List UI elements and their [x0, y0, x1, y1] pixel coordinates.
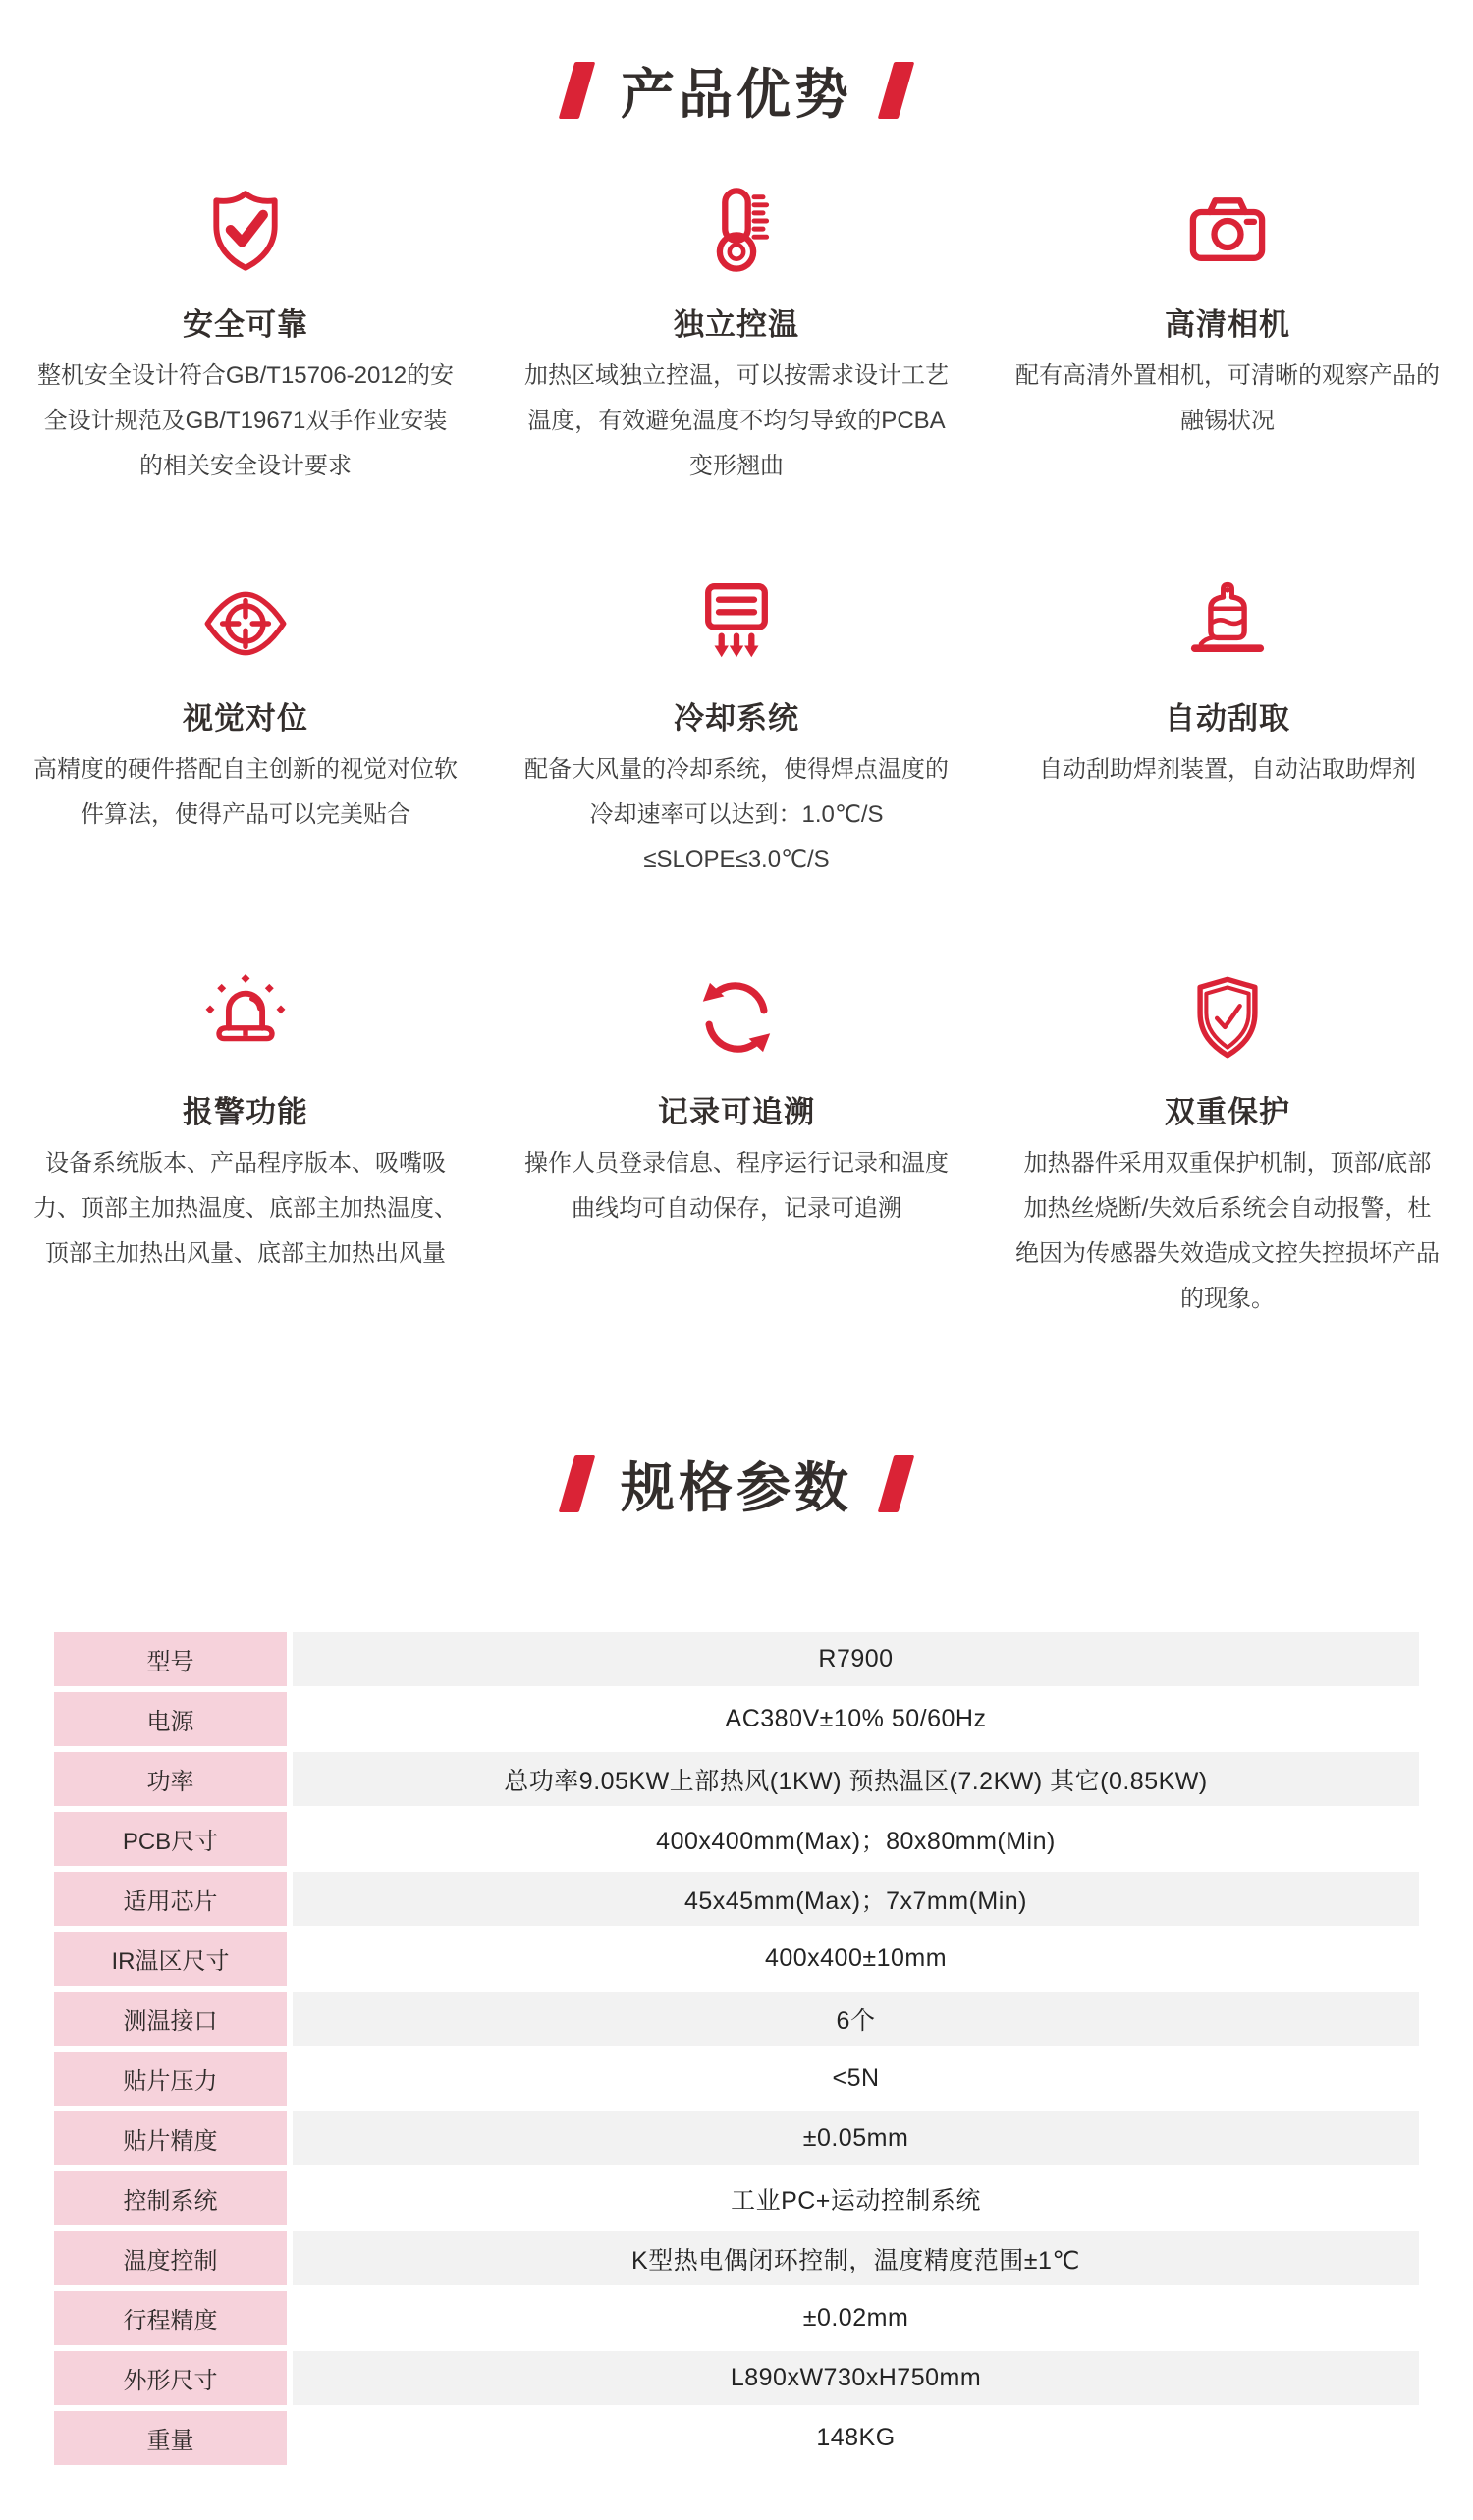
feature-title: 记录可追溯	[658, 1095, 815, 1129]
feature-card-vision	[0, 579, 491, 883]
feature-desc: 配有高清外置相机，可清晰的观察产品的融锡状况	[1015, 362, 1440, 434]
table-row	[54, 1692, 1419, 1746]
sync-arrows-icon	[524, 973, 949, 1064]
advantages-title: 产品优势	[620, 64, 852, 125]
specs-title: 规格参数	[620, 1457, 852, 1518]
spec-value: 45x45mm(Max)；7x7mm(Min)	[293, 1872, 1419, 1926]
table-row	[54, 1632, 1419, 1686]
spec-label: 测温接口	[54, 1992, 287, 2046]
spec-value: ±0.02mm	[293, 2291, 1419, 2345]
spec-value: L890xW730xH750mm	[293, 2351, 1419, 2405]
spec-label: 功率	[54, 1752, 287, 1806]
feature-desc: 设备系统版本、产品程序版本、吸嘴吸力、顶部主加热温度、底部主加热温度、顶部主加热出风量、底部主加热出风量	[33, 1150, 458, 1267]
spec-label: 型号	[54, 1632, 287, 1686]
spec-value: K型热电偶闭环控制，温度精度范围±1℃	[293, 2231, 1419, 2285]
feature-desc: 高精度的硬件搭配自主创新的视觉对位软件算法，使得产品可以完美贴合	[33, 756, 458, 828]
table-row	[54, 2291, 1419, 2345]
shield-check-icon	[33, 186, 458, 276]
table-row	[54, 2171, 1419, 2225]
table-row	[54, 1752, 1419, 1806]
eye-target-icon	[33, 579, 458, 670]
camera-icon	[1015, 186, 1440, 276]
spec-value: <5N	[293, 2052, 1419, 2106]
feature-title: 安全可靠	[183, 307, 308, 342]
spec-label: 外形尺寸	[54, 2351, 287, 2405]
red-slash-right-icon	[878, 62, 915, 119]
flux-brush-icon	[1015, 579, 1440, 670]
feature-title: 自动刮取	[1165, 701, 1290, 736]
feature-title: 视觉对位	[183, 701, 308, 736]
red-slash-left-icon	[559, 62, 596, 119]
feature-card-flux	[982, 579, 1473, 883]
feature-desc: 加热器件采用双重保护机制，顶部/底部加热丝烧断/失效后系统会自动报警，杜绝因为传感器失效造成文控失控损坏产品的现象。	[1015, 1150, 1440, 1312]
advantages-header	[0, 51, 1473, 129]
feature-desc: 加热区域独立控温，可以按需求设计工艺温度，有效避免温度不均匀导致的PCBA变形翘曲	[524, 362, 949, 479]
spec-label: 行程精度	[54, 2291, 287, 2345]
table-row	[54, 1992, 1419, 2046]
feature-card-safety	[0, 186, 491, 489]
feature-desc: 操作人员登录信息、程序运行记录和温度曲线均可自动保存，记录可追溯	[524, 1150, 949, 1222]
table-row	[54, 2111, 1419, 2165]
feature-card-protection	[982, 973, 1473, 1322]
feature-card-records	[491, 973, 982, 1322]
feature-desc: 自动刮助焊剂装置，自动沾取助焊剂	[1039, 756, 1416, 783]
alarm-siren-icon	[33, 973, 458, 1064]
spec-value: R7900	[293, 1632, 1419, 1686]
table-row	[54, 1932, 1419, 1986]
spec-value: 6个	[293, 1992, 1419, 2046]
spec-label: 电源	[54, 1692, 287, 1746]
spec-label: 重量	[54, 2411, 287, 2465]
spec-value: 148KG	[293, 2411, 1419, 2465]
feature-card-camera	[982, 186, 1473, 489]
spec-label: 温度控制	[54, 2231, 287, 2285]
red-slash-right-icon	[878, 1455, 915, 1512]
thermometer-icon	[524, 186, 949, 276]
feature-card-alarm	[0, 973, 491, 1322]
feature-title: 冷却系统	[674, 701, 799, 736]
feature-card-temperature	[491, 186, 982, 489]
table-row	[54, 2052, 1419, 2106]
table-row	[54, 2231, 1419, 2285]
spec-label: 适用芯片	[54, 1872, 287, 1926]
feature-title: 报警功能	[183, 1095, 308, 1129]
spec-label: IR温区尺寸	[54, 1932, 287, 1986]
spec-table	[54, 1632, 1419, 2465]
spec-value: ±0.05mm	[293, 2111, 1419, 2165]
spec-label: PCB尺寸	[54, 1812, 287, 1866]
table-row	[54, 2351, 1419, 2405]
spec-value: 400x400mm(Max)；80x80mm(Min)	[293, 1812, 1419, 1866]
feature-title: 独立控温	[674, 307, 799, 342]
table-row	[54, 1872, 1419, 1926]
double-shield-icon	[1015, 973, 1440, 1064]
feature-desc: 整机安全设计符合GB/T15706-2012的安全设计规范及GB/T19671双手作业安装的相关安全设计要求	[36, 362, 455, 479]
table-row	[54, 2411, 1419, 2465]
cooling-airflow-icon	[524, 579, 949, 670]
spec-value: 工业PC+运动控制系统	[293, 2171, 1419, 2225]
specs-header	[0, 1445, 1473, 1522]
spec-label: 控制系统	[54, 2171, 287, 2225]
spec-label: 贴片精度	[54, 2111, 287, 2165]
spec-value: 总功率9.05KW上部热风(1KW) 预热温区(7.2KW) 其它(0.85KW)	[293, 1752, 1419, 1806]
spec-value: AC380V±10% 50/60Hz	[293, 1692, 1419, 1746]
feature-desc: 配备大风量的冷却系统，使得焊点温度的冷却速率可以达到：1.0℃/S ≤SLOPE≤3.0℃/S	[524, 756, 949, 873]
red-slash-left-icon	[559, 1455, 596, 1512]
spec-value: 400x400±10mm	[293, 1932, 1419, 1986]
feature-card-cooling	[491, 579, 982, 883]
feature-title: 双重保护	[1165, 1095, 1290, 1129]
feature-title: 高清相机	[1165, 307, 1290, 342]
spec-label: 贴片压力	[54, 2052, 287, 2106]
features-grid	[0, 186, 1473, 1322]
table-row	[54, 1812, 1419, 1866]
